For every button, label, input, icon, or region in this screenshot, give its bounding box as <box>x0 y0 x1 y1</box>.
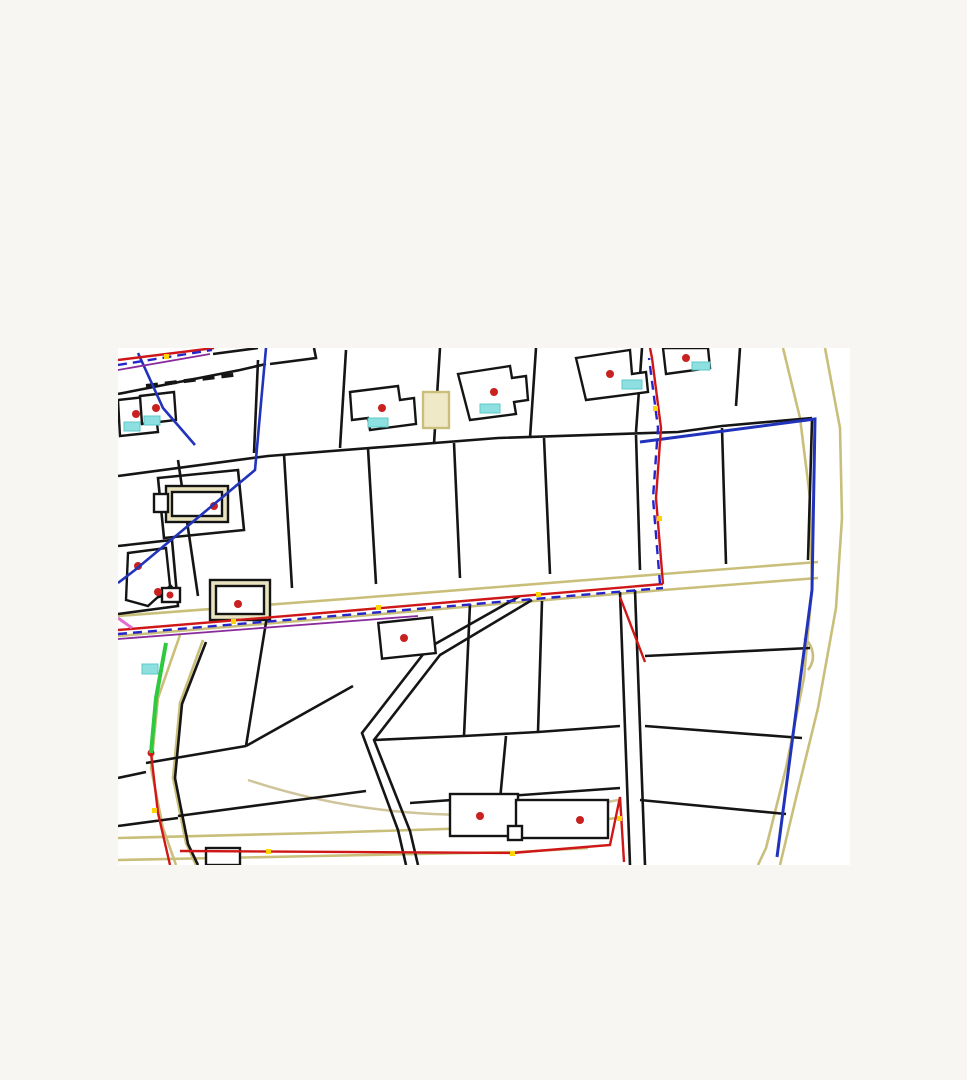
pink-utility-line <box>118 618 132 628</box>
cadastral-map-svg <box>118 348 850 865</box>
cadastral-map <box>118 348 850 865</box>
dashed-boundary <box>146 374 240 386</box>
